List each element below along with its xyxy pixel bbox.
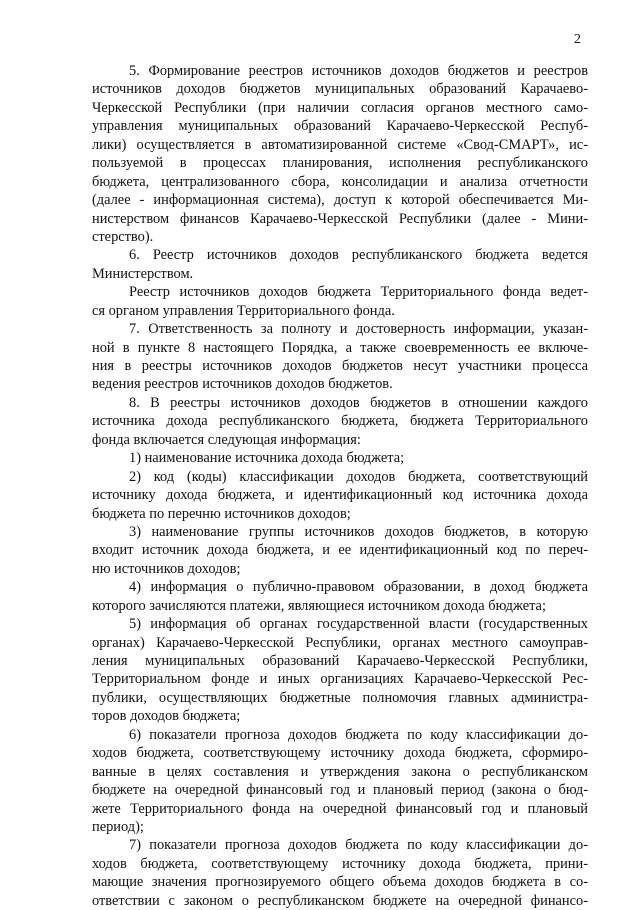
page-number: 2 <box>574 32 581 47</box>
text-line: которого зачисляются платежи, являющиеся источником дохода бюджета; <box>92 597 546 614</box>
document-body <box>92 62 588 910</box>
text-line: стерство). <box>92 228 154 245</box>
text-line: бюджета, централизованного сбора, консолидации и анализа отчетности <box>92 173 588 190</box>
text-line: ню источников доходов; <box>92 560 241 577</box>
text-line: 1) наименование источника дохода бюджета; <box>129 450 405 467</box>
text-line: ходов бюджета, соответствующему источнику дохода бюджета, сформиро- <box>92 745 588 762</box>
text-line: ления муниципальных образований Карачаево-Черкесской Республики, <box>92 653 588 669</box>
text-line: источников доходов бюджетов муниципальных образований Карачаево- <box>92 81 588 98</box>
text-line: входит источник дохода бюджета, и ее идентификационный код по переч- <box>92 542 588 559</box>
text-line: торов доходов бюджета; <box>92 708 241 725</box>
text-line: бюджете на очередной финансовый год и плановый период (закона о бюд- <box>92 782 588 799</box>
text-line: пользуемой в процессах планирования, исполнения республиканского <box>92 155 588 172</box>
text-line: бюджета по перечню источников доходов; <box>92 505 351 522</box>
text-line: нистерством финансов Карачаево-Черкесской Республики (далее - Мини- <box>92 210 588 227</box>
text-line: мающие значения прогнозируемого общего объема доходов бюджета в со- <box>92 874 588 891</box>
text-line: период); <box>92 818 144 835</box>
text-line: источнику дохода бюджета, и идентификационный код источника дохода <box>92 487 588 504</box>
text-line: 7) показатели прогноза доходов бюджета по коду классификации до- <box>129 837 588 854</box>
text-line: органах) Карачаево-Черкесской Республики, органах местного самоуправ- <box>92 634 588 651</box>
text-line: 5) информация об органах государственной власти (государственных <box>129 616 588 633</box>
text-line: лики) осуществляется в автоматизированной системе «Свод-СМАРТ», ис- <box>92 136 588 153</box>
text-line: Черкесской Республики (при наличии согласия органов местного само- <box>92 99 588 116</box>
text-line: источника дохода республиканского бюджета, бюджета Территориального <box>92 413 588 430</box>
text-line: ответствии с законом о республиканском бюджете на очередной финансо- <box>92 892 588 909</box>
text-line: фонда включается следующая информация: <box>92 431 361 448</box>
text-line: 8. В реестры источников доходов бюджетов в отношении каждого <box>129 394 588 411</box>
text-line: ной в пункте 8 настоящего Порядка, а также своевременность ее включе- <box>92 339 588 356</box>
text-line: жете Территориального фонда на очередной финансовый год и плановый <box>92 800 588 817</box>
text-line: управления муниципальных образований Карачаево-Черкесской Респуб- <box>92 118 588 135</box>
text-line: 6. Реестр источников доходов республиканского бюджета ведется <box>129 247 588 264</box>
text-line: Министерством. <box>92 265 194 282</box>
text-line: (далее - информационная система), доступ к которой обеспечивается Ми- <box>92 192 588 209</box>
text-line: ведения реестров источников доходов бюджетов. <box>92 376 393 393</box>
text-line: 7. Ответственность за полноту и достоверность информации, указан- <box>129 321 588 338</box>
text-line: ния в реестры источников доходов бюджетов несут участники процесса <box>92 358 588 374</box>
text-line: ся органом управления Территориального фонда. <box>92 302 395 319</box>
text-line: 5. Формирование реестров источников доходов бюджетов и реестров <box>129 63 588 79</box>
text-line: 2) код (коды) классификации доходов бюджета, соответствующий <box>129 468 588 485</box>
text-line: публики, осуществляющих бюджетные полномочия главных администра- <box>92 689 588 706</box>
text-line: ванные в целях составления и утверждения закона о республиканском <box>92 763 588 780</box>
text-line: 4) информация о публично-правовом образовании, в доход бюджета <box>129 579 588 596</box>
text-line: Реестр источников доходов бюджета Территориального фонда ведет- <box>129 284 588 301</box>
text-line: 6) показатели прогноза доходов бюджета по коду классификации до- <box>129 726 588 743</box>
text-line: Территориальном фонде и иных организациях Карачаево-Черкесской Рес- <box>92 671 588 688</box>
text-line: ходов бюджета, соответствующему источнику дохода бюджета, прини- <box>92 855 588 872</box>
text-line: 3) наименование группы источников доходов бюджетов, в которую <box>129 523 588 540</box>
